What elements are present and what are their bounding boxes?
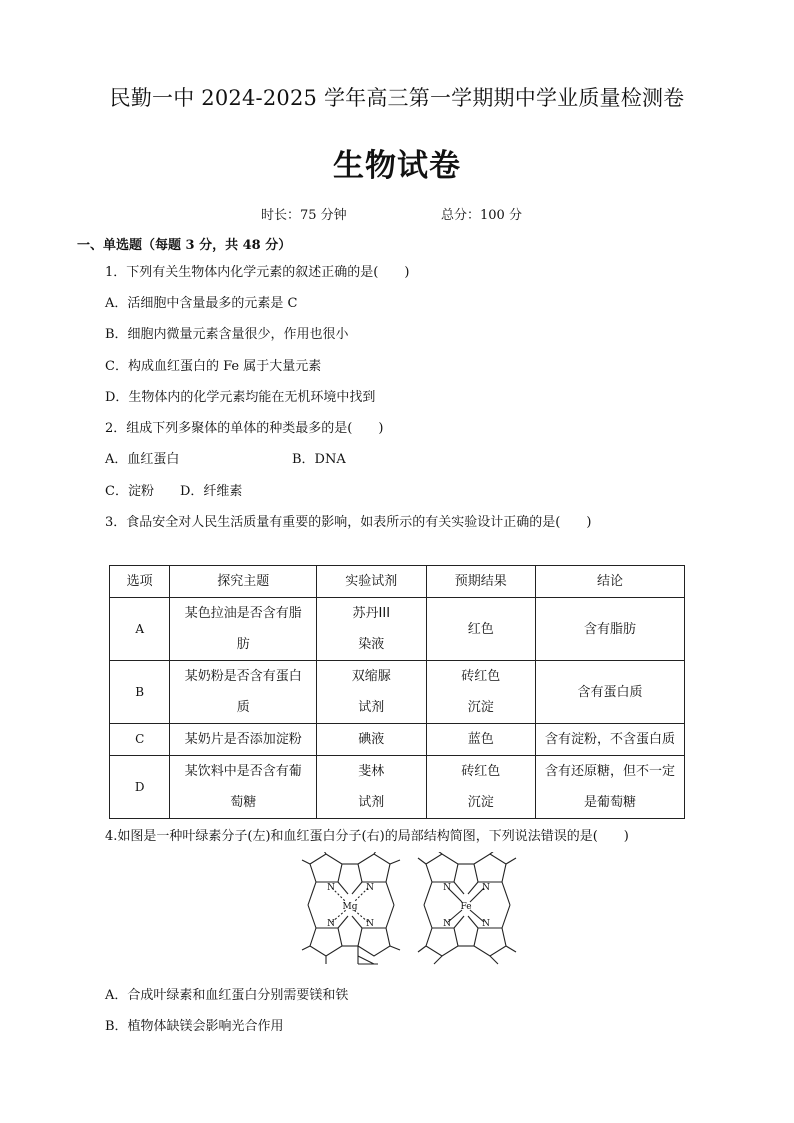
question-1-option-c: C．构成血红蛋白的 Fe 属于大量元素 [105,359,322,374]
atom-label: N [366,919,374,929]
cell-line: 苏丹III [352,606,391,621]
cell-line: 质 [236,700,250,715]
table-cell-result: 红色 [426,598,535,661]
center-metal-label: Mg [342,902,358,912]
table-header-cell: 结论 [535,566,684,598]
cell-line: 萄糖 [230,795,257,810]
cell-line: 砖红色 [461,669,501,684]
table-cell-conclusion: 含有淀粉，不含蛋白质 [535,724,684,756]
cell-line: 某色拉油是否含有脂 [184,606,302,621]
table-cell-reagent [317,661,426,724]
atom-label: N [327,883,335,893]
section-heading: 一、单选题（每题 3 分，共 48 分） [77,238,292,253]
table-cell-result [426,661,535,724]
cell-line: 试剂 [358,795,385,810]
cell-line: 斐林 [358,764,385,779]
molecule-structure-figure [296,852,520,970]
table-cell-topic: 某奶片是否添加淀粉 [170,724,317,756]
table-header-cell: 实验试剂 [317,566,426,598]
table-row [110,661,685,724]
cell-line: 是葡萄糖 [583,795,636,810]
table-cell-option: B [110,661,170,724]
question-4-stem: 4.如图是一种叶绿素分子(左)和血红蛋白分子(右)的局部结构简图，下列说法错误的是( ) [105,829,629,844]
question-1-option-d: D．生物体内的化学元素均能在无机环境中找到 [105,390,376,405]
table-cell-option: A [110,598,170,661]
atom-label: N [482,919,490,929]
question-2-option-cd: C．淀粉 D．纤维素 [105,484,243,499]
table-row [110,598,685,661]
table-cell-reagent [317,598,426,661]
question-1-option-b: B．细胞内微量元素含量很少，作用也很小 [105,327,349,342]
atom-label: N [443,883,451,893]
exam-duration: 时长：75 分钟 [261,208,347,223]
table-cell-conclusion: 含有脂肪 [535,598,684,661]
cell-line: 双缩脲 [351,669,391,684]
table-header-cell: 预期结果 [426,566,535,598]
table-cell-conclusion: 含有蛋白质 [535,661,684,724]
experiment-table [109,565,685,819]
cell-line: 肪 [236,637,250,652]
table-cell-topic [170,598,317,661]
atom-label: N [366,883,374,893]
cell-line: 某奶粉是否含有蛋白 [184,669,302,684]
table-cell-result [426,756,535,819]
question-4-option-b: B．植物体缺镁会影响光合作用 [105,1019,284,1034]
question-2-option-b: B．DNA [292,452,346,467]
question-3-stem: 3．食品安全对人民生活质量有重要的影响，如表所示的有关实验设计正确的是( ) [105,515,592,530]
question-1-stem: 1．下列有关生物体内化学元素的叙述正确的是( ) [105,265,410,280]
table-header-cell: 选项 [110,566,170,598]
table-row [110,724,685,756]
cell-line: 沉淀 [467,700,494,715]
question-2-stem: 2．组成下列多聚体的单体的种类最多的是( ) [105,421,384,436]
table-header-row [110,566,685,598]
atom-label: N [482,883,490,893]
table-cell-option: C [110,724,170,756]
cell-line: 沉淀 [467,795,494,810]
question-1-option-a: A．活细胞中含量最多的元素是 C [105,296,298,311]
atom-label: N [443,919,451,929]
table-cell-conclusion [535,756,684,819]
center-metal-label: Fe [460,902,472,912]
exam-subtitle: 生物试卷 [333,148,461,184]
exam-total-score: 总分：100 分 [441,208,522,223]
cell-line: 试剂 [358,700,385,715]
cell-line: 含有还原糖，但不一定 [544,764,675,779]
table-cell-reagent: 碘液 [317,724,426,756]
table-row [110,756,685,819]
cell-line: 某饮料中是否含有葡 [184,764,302,779]
cell-line: 砖红色 [461,764,501,779]
table-header-cell: 探究主题 [170,566,317,598]
table-cell-reagent [317,756,426,819]
question-2-option-a: A．血红蛋白 [105,452,180,467]
table-cell-topic [170,756,317,819]
table-cell-option: D [110,756,170,819]
exam-title: 民勤一中 2024-2025 学年高三第一学期期中学业质量检测卷 [109,86,685,110]
table-cell-result: 蓝色 [426,724,535,756]
atom-label: N [327,919,335,929]
question-4-option-a: A．合成叶绿素和血红蛋白分别需要镁和铁 [105,988,349,1003]
table-cell-topic [170,661,317,724]
cell-line: 染液 [358,637,385,652]
